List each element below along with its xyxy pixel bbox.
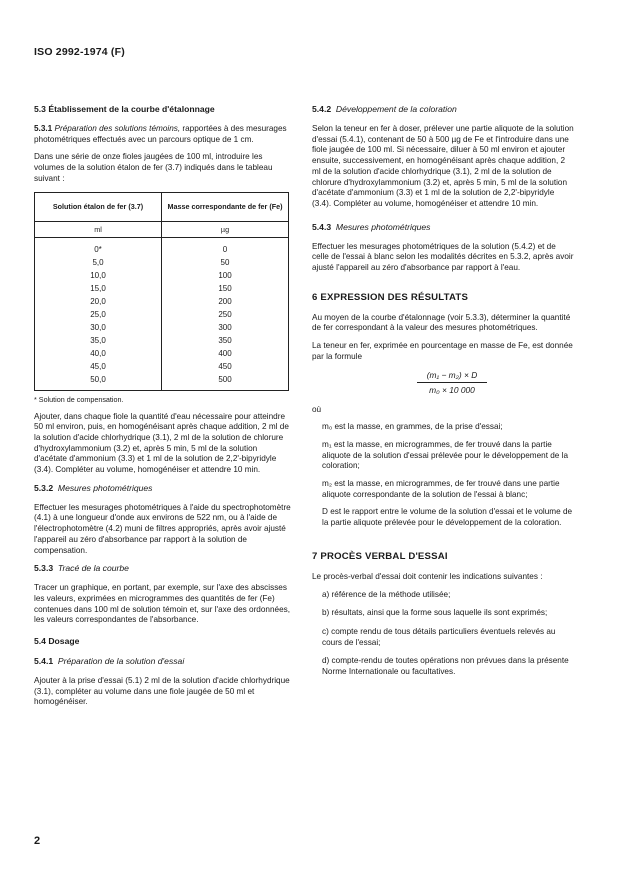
table-cell: 350: [162, 334, 289, 347]
section-number: 5.4.1: [34, 656, 54, 667]
section-5-4-3-heading: [312, 222, 574, 232]
table-row: [35, 373, 289, 391]
table-cell: 450: [162, 360, 289, 373]
section-number: 5.4.3: [312, 221, 332, 232]
table-row: [35, 295, 289, 308]
page-number: 2: [34, 835, 41, 847]
section-5-4-2-heading: [312, 104, 574, 114]
list-item: d) compte-rendu de toutes opérations non prévues dans la présente Norme Internationale ou facultatives.: [322, 656, 569, 677]
table-cell: 5,0: [35, 256, 162, 269]
section-5-4-heading: 5.4 Dosage: [34, 636, 80, 647]
table-row: [35, 269, 289, 282]
unit-ug: µg: [162, 221, 289, 237]
definition-m1: m₁ est la masse, en microgrammes, de fer trouvé dans la partie aliquote de la solution d'essai prélevée pour le développement de la coloration;: [322, 439, 568, 471]
list-item: a) référence de la méthode utilisée;: [322, 589, 451, 599]
table-cell: 30,0: [35, 321, 162, 334]
definition-m2: m₂ est la masse, en microgrammes, de fer trouvé dans une partie aliquote correspondante de la solution de l'essai à blanc;: [322, 479, 560, 499]
section-5-3-heading: 5.3 Établissement de la courbe d'étalonnage: [34, 104, 215, 114]
section-number: 5.4.2: [312, 104, 332, 114]
section-5-4-1-heading: [34, 656, 292, 666]
paragraph-7: Le procès-verbal d'essai doit contenir les indications suivantes :: [312, 571, 543, 581]
table-cell: 35,0: [35, 334, 162, 347]
paragraph-6b: La teneur en fer, exprimée en pourcentage en masse de Fe, est donnée par la formule: [312, 341, 573, 361]
table-cell: 25,0: [35, 308, 162, 321]
section-7-heading: 7 PROCÈS VERBAL D'ESSAI: [312, 550, 448, 562]
section-5-3-3-heading: [34, 563, 292, 573]
table-cell: 300: [162, 321, 289, 334]
table-row: [35, 321, 289, 334]
table-row: [35, 282, 289, 295]
table-cell: 40,0: [35, 347, 162, 360]
calibration-table: [34, 192, 289, 391]
list-item: b) résultats, ainsi que la forme sous laquelle ils sont exprimés;: [322, 608, 548, 618]
section-number: 5.3.2: [34, 482, 54, 493]
ou-label: où: [312, 404, 322, 414]
table-cell: 100: [162, 269, 289, 282]
formula-numerator: (m₁ − m₂) × D: [417, 370, 488, 383]
definition-d: D est le rapport entre le volume de la solution d'essai et le volume de la partie aliquote prélevée pour le développement de la coloration.: [322, 507, 573, 528]
paragraph-5-4-3: Effectuer les mesurages photométriques de la solution (5.4.2) et de celle de l'essai à blanc selon les modalités décrites en 5.3.2, après avoir ajusté l'appareil au zéro d'absorbance par rapport à l'eau.: [312, 241, 574, 273]
section-5-3-2-heading: [34, 483, 292, 493]
formula: [352, 370, 552, 395]
table-cell: 20,0: [35, 295, 162, 308]
section-number: 5.3.1: [34, 124, 53, 133]
table-header-solution: Solution étalon de fer (3.7): [35, 192, 162, 221]
table-cell: 200: [162, 295, 289, 308]
table-footnote: * Solution de compensation.: [34, 394, 124, 404]
formula-denominator: m₀ × 10 000: [429, 384, 475, 395]
table-cell: 45,0: [35, 360, 162, 373]
table-row: [35, 237, 289, 256]
table-cell: 400: [162, 347, 289, 360]
paragraph-ajouter: Ajouter, dans chaque fiole la quantité d'eau nécessaire pour atteindre 50 ml environ, puis, en homogénéisant après chaque addition, 2 ml de la solution d'acide chlorhydrique (3.1), 2 ml de la solution de chlorure d'hydroxylammonium (3.2) et, après 5 min, 5 ml de la solution d'acétate d'ammonium (3.3) et 1 ml de la solution de 2,2'-bipyridyle (3.4). Compléter au volume, homogénéiser et attendre 10 min.: [34, 411, 289, 475]
unit-ml: ml: [35, 221, 162, 237]
section-number: 5.3.3: [34, 563, 54, 574]
table-cell: 150: [162, 282, 289, 295]
section-title: Préparation de la solution d'essai: [57, 656, 185, 667]
paragraph-5-3-3: Tracer un graphique, en portant, par exemple, sur l'axe des abscisses les valeurs, exprimées en microgrammes des quantités de fer (Fe) contenues dans 100 ml de solution témoin et, sur l'axe des ordonnées, les valeurs correspondantes de l'absorbance.: [34, 583, 290, 625]
table-row: [35, 334, 289, 347]
paragraph-5-4-2: Selon la teneur en fer à doser, prélever une partie aliquote de la solution d'essai (5.4.1), contenant de 50 à 500 µg de Fe et l'introduire dans une fiole jaugée de 100 ml. Si nécessaire, diluer à 50 ml environ et ajouter ensuite, successivement, en homogénéisant après chaque addition, 2 ml de la solution d'acide chlorhydrique (3.1), 2 ml de la solution de chlorure d'hydroxylammonium (3.2) et, après 5 min, 5 ml de la solution d'acétate d'ammonium (3.3) et 1 ml de la solution de 2,2'-bipyridyle (3.4). Compléter au volume, homogénéiser et attendre 10 min.: [312, 124, 574, 208]
paragraph-5-3-1: [34, 124, 292, 145]
section-title: Mesures photométriques: [57, 482, 153, 493]
section-6-heading: 6 EXPRESSION DES RÉSULTATS: [312, 291, 469, 303]
section-5-3-1-title: Préparation des solutions témoins,: [54, 124, 181, 133]
definition-m0: m₀ est la masse, en grammes, de la prise d'essai;: [322, 422, 503, 432]
paragraph-5-4-1: Ajouter à la prise d'essai (5.1) 2 ml de la solution d'acide chlorhydrique (3.1), compléter au volume dans une fiole jaugée de 50 ml et homogénéiser.: [34, 676, 290, 707]
paragraph-5-3-2: Effectuer les mesurages photométriques à l'aide du spectrophotomètre (4.1) à une longueur d'onde aux environs de 522 nm, ou à l'aide de l'électrophotomètre (4.2) muni de filtres appropriés, après avoir ajusté l'appareil au zéro d'absorbance par rapport à la solution de compensation.: [34, 502, 291, 555]
section-title: Tracé de la courbe: [57, 563, 129, 574]
table-cell: 50: [162, 256, 289, 269]
left-column: [34, 104, 292, 715]
document-header: ISO 2992-1974 (F): [34, 46, 125, 58]
table-cell: 10,0: [35, 269, 162, 282]
table-cell: 500: [162, 373, 289, 391]
section-title: Mesures photométriques: [335, 221, 431, 232]
table-cell: 0*: [35, 237, 162, 256]
section-title: Développement de la coloration: [335, 104, 457, 114]
table-row: [35, 347, 289, 360]
table-cell: 0: [162, 237, 289, 256]
table-row: [35, 256, 289, 269]
table-cell: 250: [162, 308, 289, 321]
table-header-masse: Masse correspondante de fer (Fe): [162, 192, 289, 221]
paragraph-text: rapportées à des mesurages photométriques effectués avec un parcours optique de 1 cm.: [34, 124, 287, 144]
paragraph-6a: Au moyen de la courbe d'étalonnage (voir 5.3.3), déterminer la quantité de fer correspondant à la valeur des mesures photométriques.: [312, 312, 571, 333]
table-cell: 15,0: [35, 282, 162, 295]
paragraph-intro: Dans une série de onze fioles jaugées de 100 ml, introduire les volumes de la solution étalon de fer (3.7) indiqués dans le tableau suivant :: [34, 152, 273, 183]
table-row: [35, 360, 289, 373]
list-item: c) compte rendu de tous détails particuliers éventuels relevés au cours de l'essai;: [322, 626, 556, 647]
table-row: [35, 308, 289, 321]
table-cell: 50,0: [35, 373, 162, 391]
right-column: [312, 104, 574, 686]
